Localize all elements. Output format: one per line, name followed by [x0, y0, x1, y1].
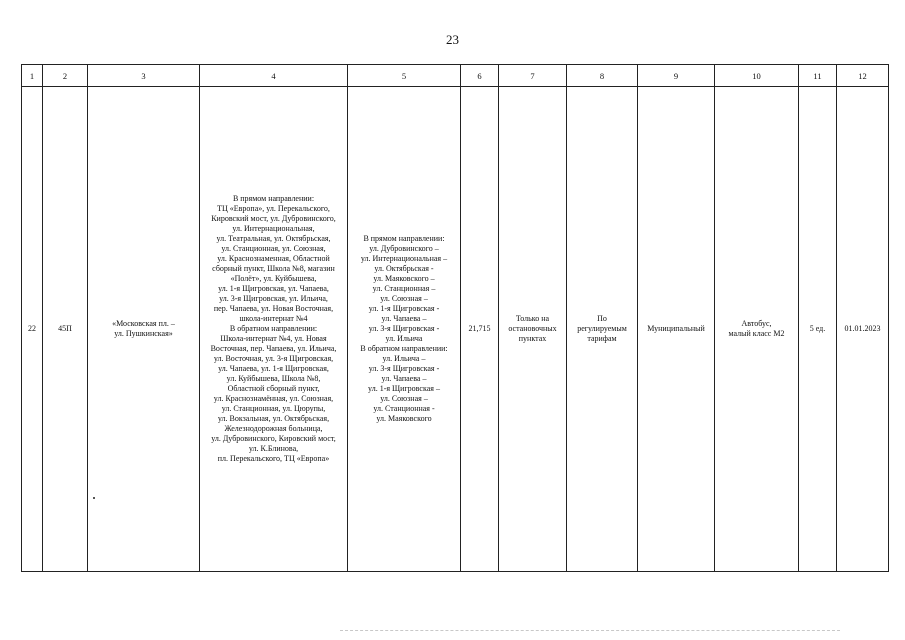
- row-index-cell: 22: [22, 87, 43, 572]
- table-header-row: [22, 65, 889, 87]
- column-header: 8: [567, 65, 638, 87]
- vehicle-count-cell: 5 ед.: [799, 87, 837, 572]
- column-header: 5: [348, 65, 461, 87]
- route-name-cell: «Московская пл. – ул. Пушкинская»: [88, 87, 200, 572]
- column-header: 1: [22, 65, 43, 87]
- vehicle-cell: Автобус, малый класс М2: [715, 87, 799, 572]
- transport-type-cell: Муниципальный: [638, 87, 715, 572]
- stop-order-cell: Только на остановочных пунктах: [499, 87, 567, 572]
- scan-artifact-line: [340, 630, 840, 635]
- column-header: 4: [200, 65, 348, 87]
- route-table: [21, 64, 889, 572]
- column-header: 11: [799, 65, 837, 87]
- column-header: 7: [499, 65, 567, 87]
- scan-speck: [93, 497, 95, 499]
- route-path-cell: В прямом направлении: ул. Дубровинского – ул. Интернациональная – ул. Октябрьская - ул. Маяковского – ул. Станционная – ул. Союзная – ул. 1-я Щигровская - ул. Чапаева – ул. 3-я Щигровская - ул. Ильича В обратном направлении: ул. Ильича – ул. 3-я Щигровская - ул. Чапаева – ул. 1-я Щигровская – ул. Союзная – ул. Станционная - ул. Маяковского: [348, 87, 461, 572]
- column-header: 6: [461, 65, 499, 87]
- route-number-cell: 45П: [43, 87, 88, 572]
- page-number: 23: [446, 32, 459, 47]
- column-header: 12: [837, 65, 889, 87]
- length-cell: 21,715: [461, 87, 499, 572]
- column-header: 10: [715, 65, 799, 87]
- start-date-cell: 01.01.2023: [837, 87, 889, 572]
- streets-cell: В прямом направлении: ТЦ «Европа», ул. Перекальского, Кировский мост, ул. Дубровинского, ул. Интернациональная, ул. Театральная, ул. Октябрьская, ул. Станционная, ул. Союзная, ул. Краснознаменная, Областной сборный пункт, Школа №8, магазин «Полёт», ул. Куйбышева, ул. 1-я Щигровская, ул. Чапаева, ул. 3-я Щигровская, ул. Ильича, пер. Чапаева, ул. Новая Восточная, школа-интернат №4 В обратном направлении: Школа-интернат №4, ул. Новая Восточная, пер. Чапаева, ул. Ильича, ул. Восточная, ул. 3-я Щигровская, ул. Чапаева, ул. 1-я Щигровская, ул. Куйбышева, Школа №8, Областной сборный пункт, ул. Краснознамённая, ул. Союзная, ул. Станционная, ул. Цюрупы, ул. Вокзальная, ул. Октябрьская, Железнодорожная больница, ул. Дубровинского, Кировский мост, ул. К.Блинова, пл. Перекальского, ТЦ «Европа»: [200, 87, 348, 572]
- column-header: 3: [88, 65, 200, 87]
- column-header: 2: [43, 65, 88, 87]
- tariff-cell: По регулируемым тарифам: [567, 87, 638, 572]
- column-header: 9: [638, 65, 715, 87]
- table-row: [22, 87, 889, 572]
